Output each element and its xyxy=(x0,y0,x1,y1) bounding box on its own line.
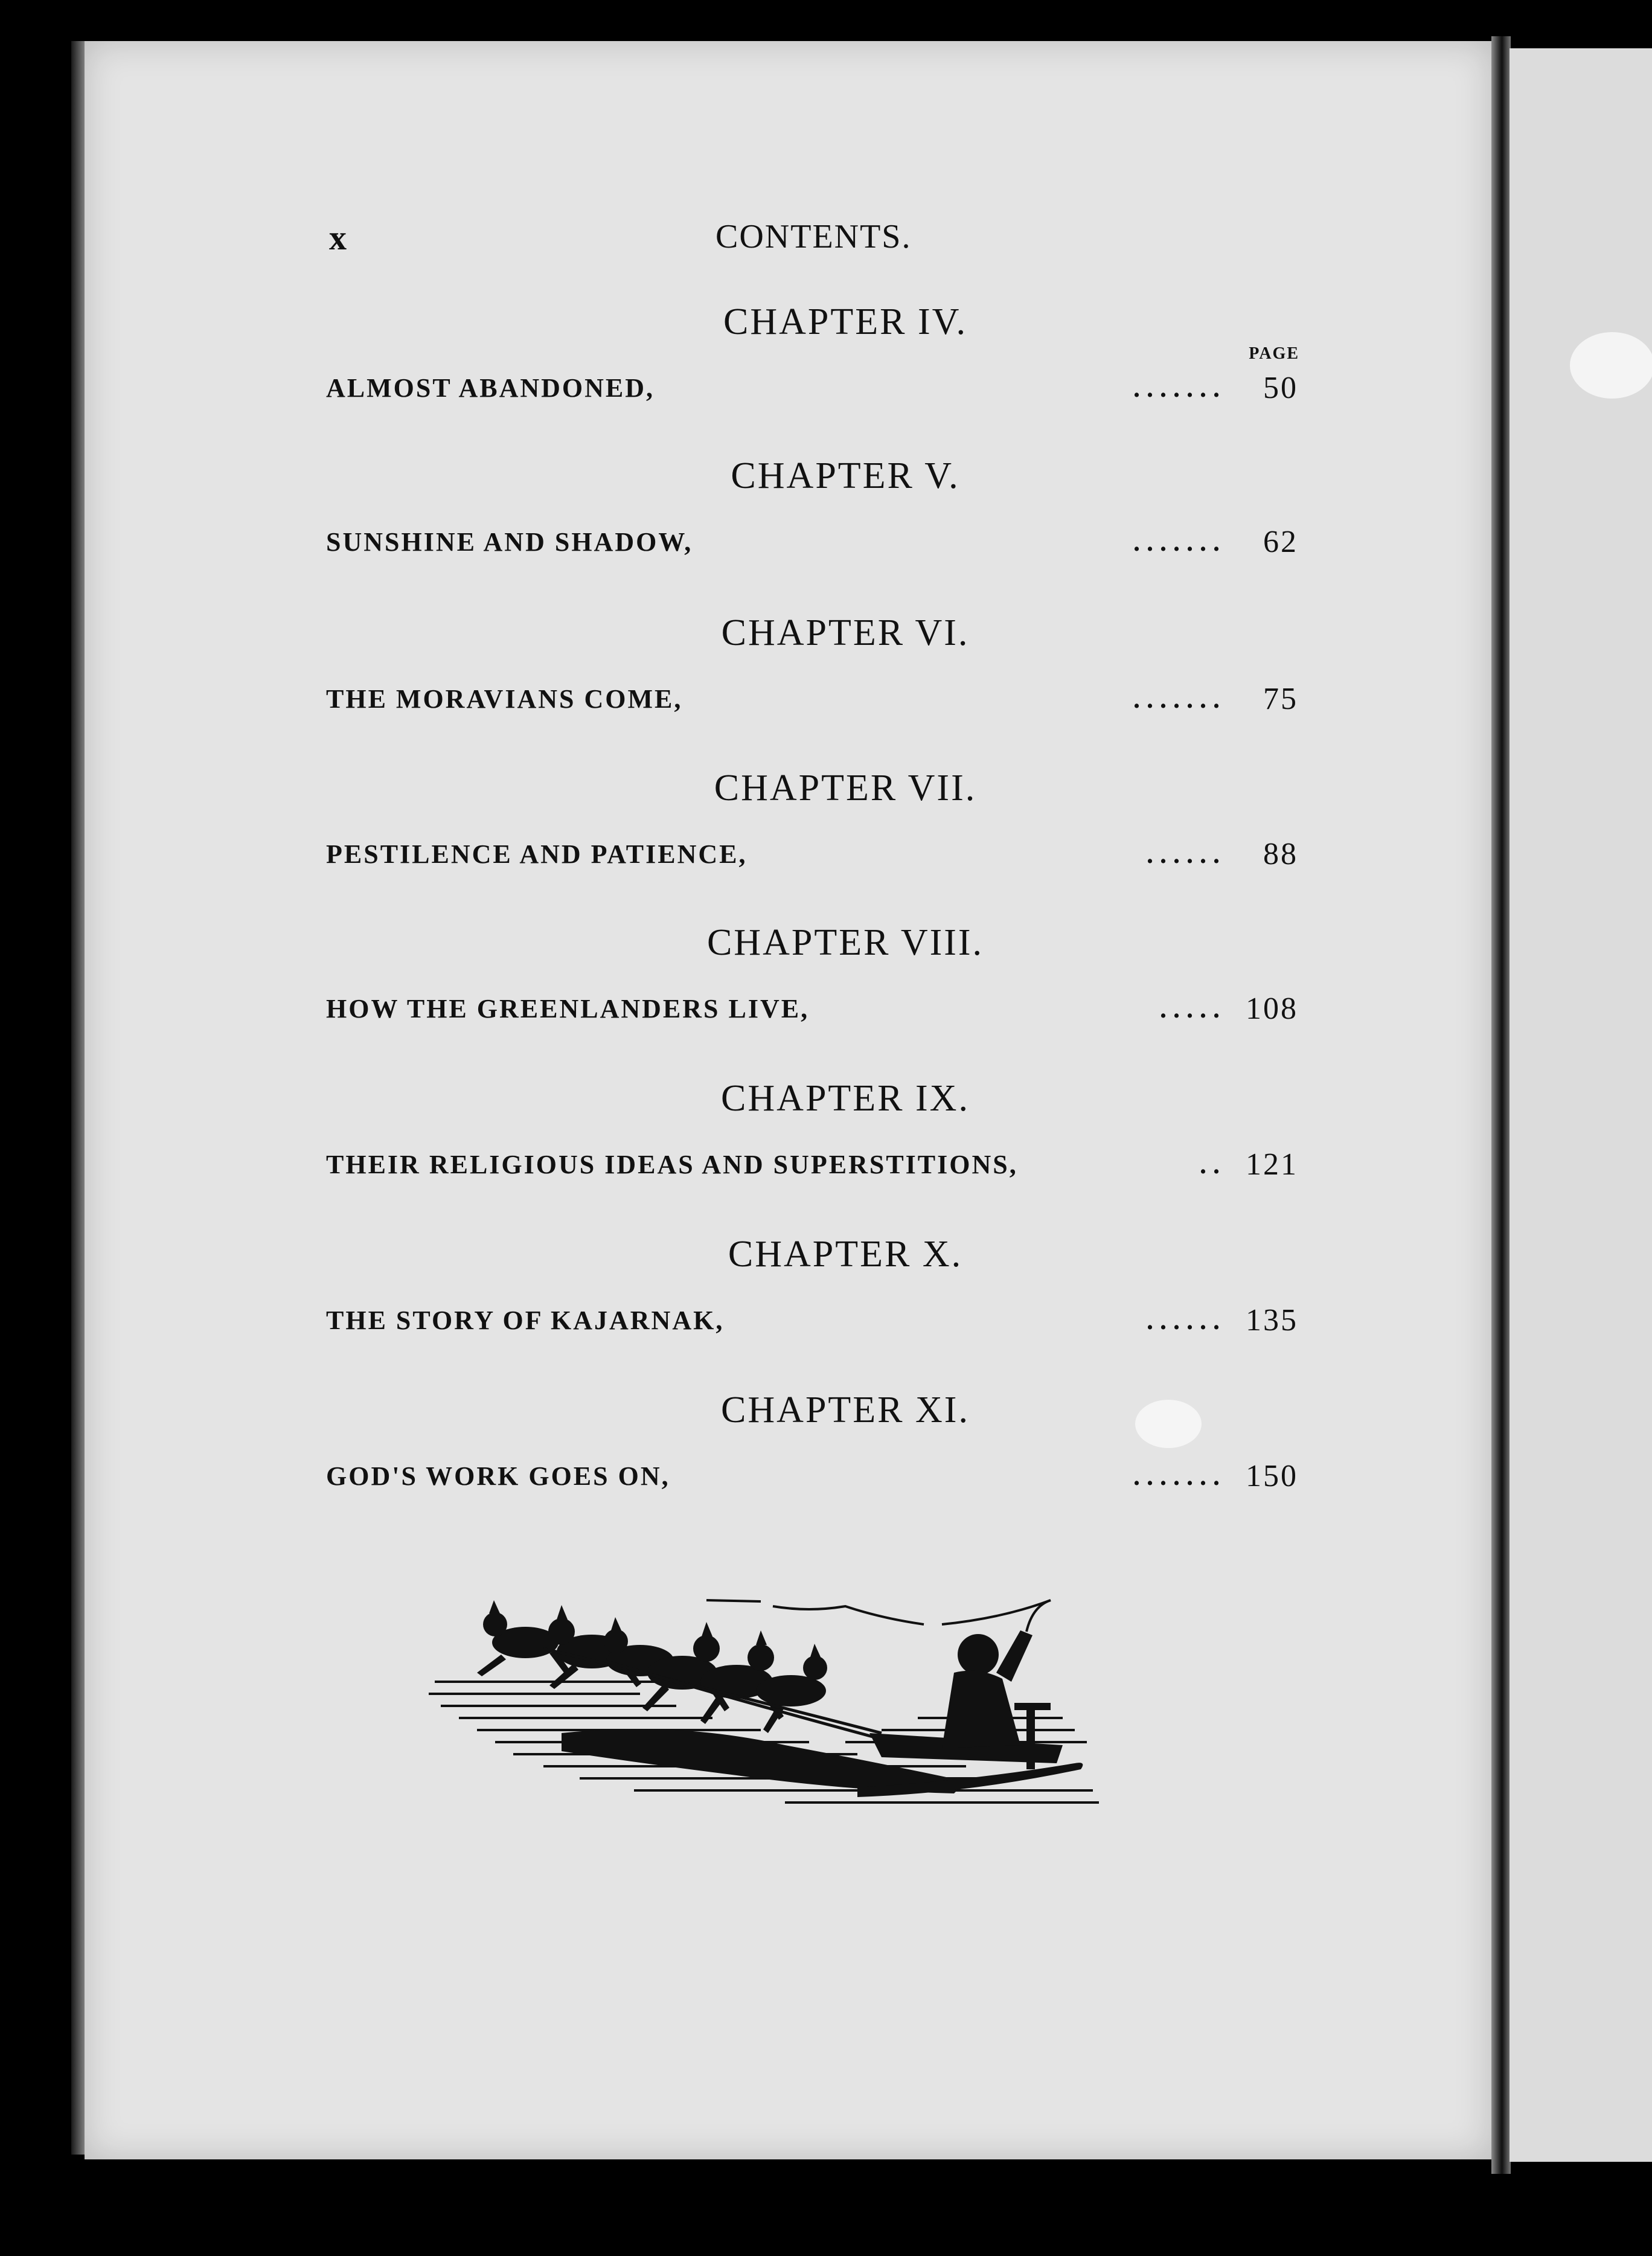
dog-team xyxy=(477,1600,827,1733)
toc-chapter xyxy=(314,1384,1304,1496)
entry-page-number: 88 xyxy=(1263,837,1298,871)
entry-page-number: 50 xyxy=(1263,371,1298,405)
chapter-heading: CHAPTER VII. xyxy=(714,767,977,809)
dot-leader: . . . . . . xyxy=(1147,1306,1220,1335)
toc-chapter xyxy=(314,1072,1304,1185)
toc-entry xyxy=(314,671,1304,719)
chapter-heading: CHAPTER VI. xyxy=(721,612,970,653)
page-column-label: PAGE xyxy=(1249,344,1299,363)
dot-leader: . . . . . . . xyxy=(1133,527,1220,557)
toc-entry xyxy=(314,514,1304,562)
entry-title: ALMOST ABANDONED, xyxy=(326,373,655,403)
whip xyxy=(706,1600,1051,1632)
entry-page-number: 62 xyxy=(1263,525,1298,559)
entry-page-number: 75 xyxy=(1263,682,1298,716)
toc-chapter xyxy=(314,1228,1304,1341)
toc-entry xyxy=(314,344,1304,408)
running-title: CONTENTS. xyxy=(716,218,912,255)
toc-chapter xyxy=(314,762,1304,874)
book-gutter xyxy=(1491,36,1511,2174)
entry-title: HOW THE GREENLANDERS LIVE, xyxy=(326,994,810,1024)
toc-chapter xyxy=(314,296,1304,408)
toc-chapter xyxy=(314,607,1304,719)
dot-leader: . . . . . . . xyxy=(1133,684,1220,714)
chapter-heading: CHAPTER IX. xyxy=(721,1078,970,1119)
entry-page-number: 108 xyxy=(1246,992,1298,1026)
dot-leader: . . xyxy=(1200,1150,1220,1179)
page-header xyxy=(329,217,1295,272)
chapter-heading: CHAPTER IV. xyxy=(723,301,967,342)
chapter-heading: CHAPTER VIII. xyxy=(706,922,984,963)
chapter-heading: CHAPTER X. xyxy=(728,1234,963,1275)
facing-page xyxy=(1510,48,1652,2162)
chapter-heading: CHAPTER V. xyxy=(731,455,960,496)
entry-title: GOD'S WORK GOES ON, xyxy=(326,1461,670,1491)
entry-title: THEIR RELIGIOUS IDEAS AND SUPERSTITIONS, xyxy=(326,1150,1018,1179)
entry-title: SUNSHINE AND SHADOW, xyxy=(326,527,693,557)
dot-leader: . . . . . . . xyxy=(1133,1461,1220,1491)
chapter-heading: CHAPTER XI. xyxy=(721,1389,970,1431)
entry-title: THE MORAVIANS COME, xyxy=(326,684,683,714)
entry-page-number: 135 xyxy=(1246,1303,1298,1338)
toc-entry xyxy=(314,1136,1304,1185)
toc-entry xyxy=(314,1448,1304,1496)
dog-sled-illustration xyxy=(423,1582,1171,1836)
dot-leader: . . . . . . xyxy=(1147,839,1220,869)
toc-entry xyxy=(314,826,1304,874)
entry-title: PESTILENCE AND PATIENCE, xyxy=(326,839,748,869)
toc-chapter xyxy=(314,450,1304,562)
toc-chapter xyxy=(314,917,1304,1029)
paper-stain xyxy=(1570,332,1652,399)
dot-leader: . . . . . . . xyxy=(1133,373,1220,403)
entry-page-number: 150 xyxy=(1246,1459,1298,1493)
toc-entry xyxy=(314,981,1304,1029)
page-number: x xyxy=(329,218,348,257)
toc-entry xyxy=(314,1292,1304,1341)
entry-page-number: 121 xyxy=(1246,1147,1298,1182)
entry-title: THE STORY OF KAJARNAK, xyxy=(326,1306,725,1335)
dot-leader: . . . . . xyxy=(1160,994,1220,1024)
